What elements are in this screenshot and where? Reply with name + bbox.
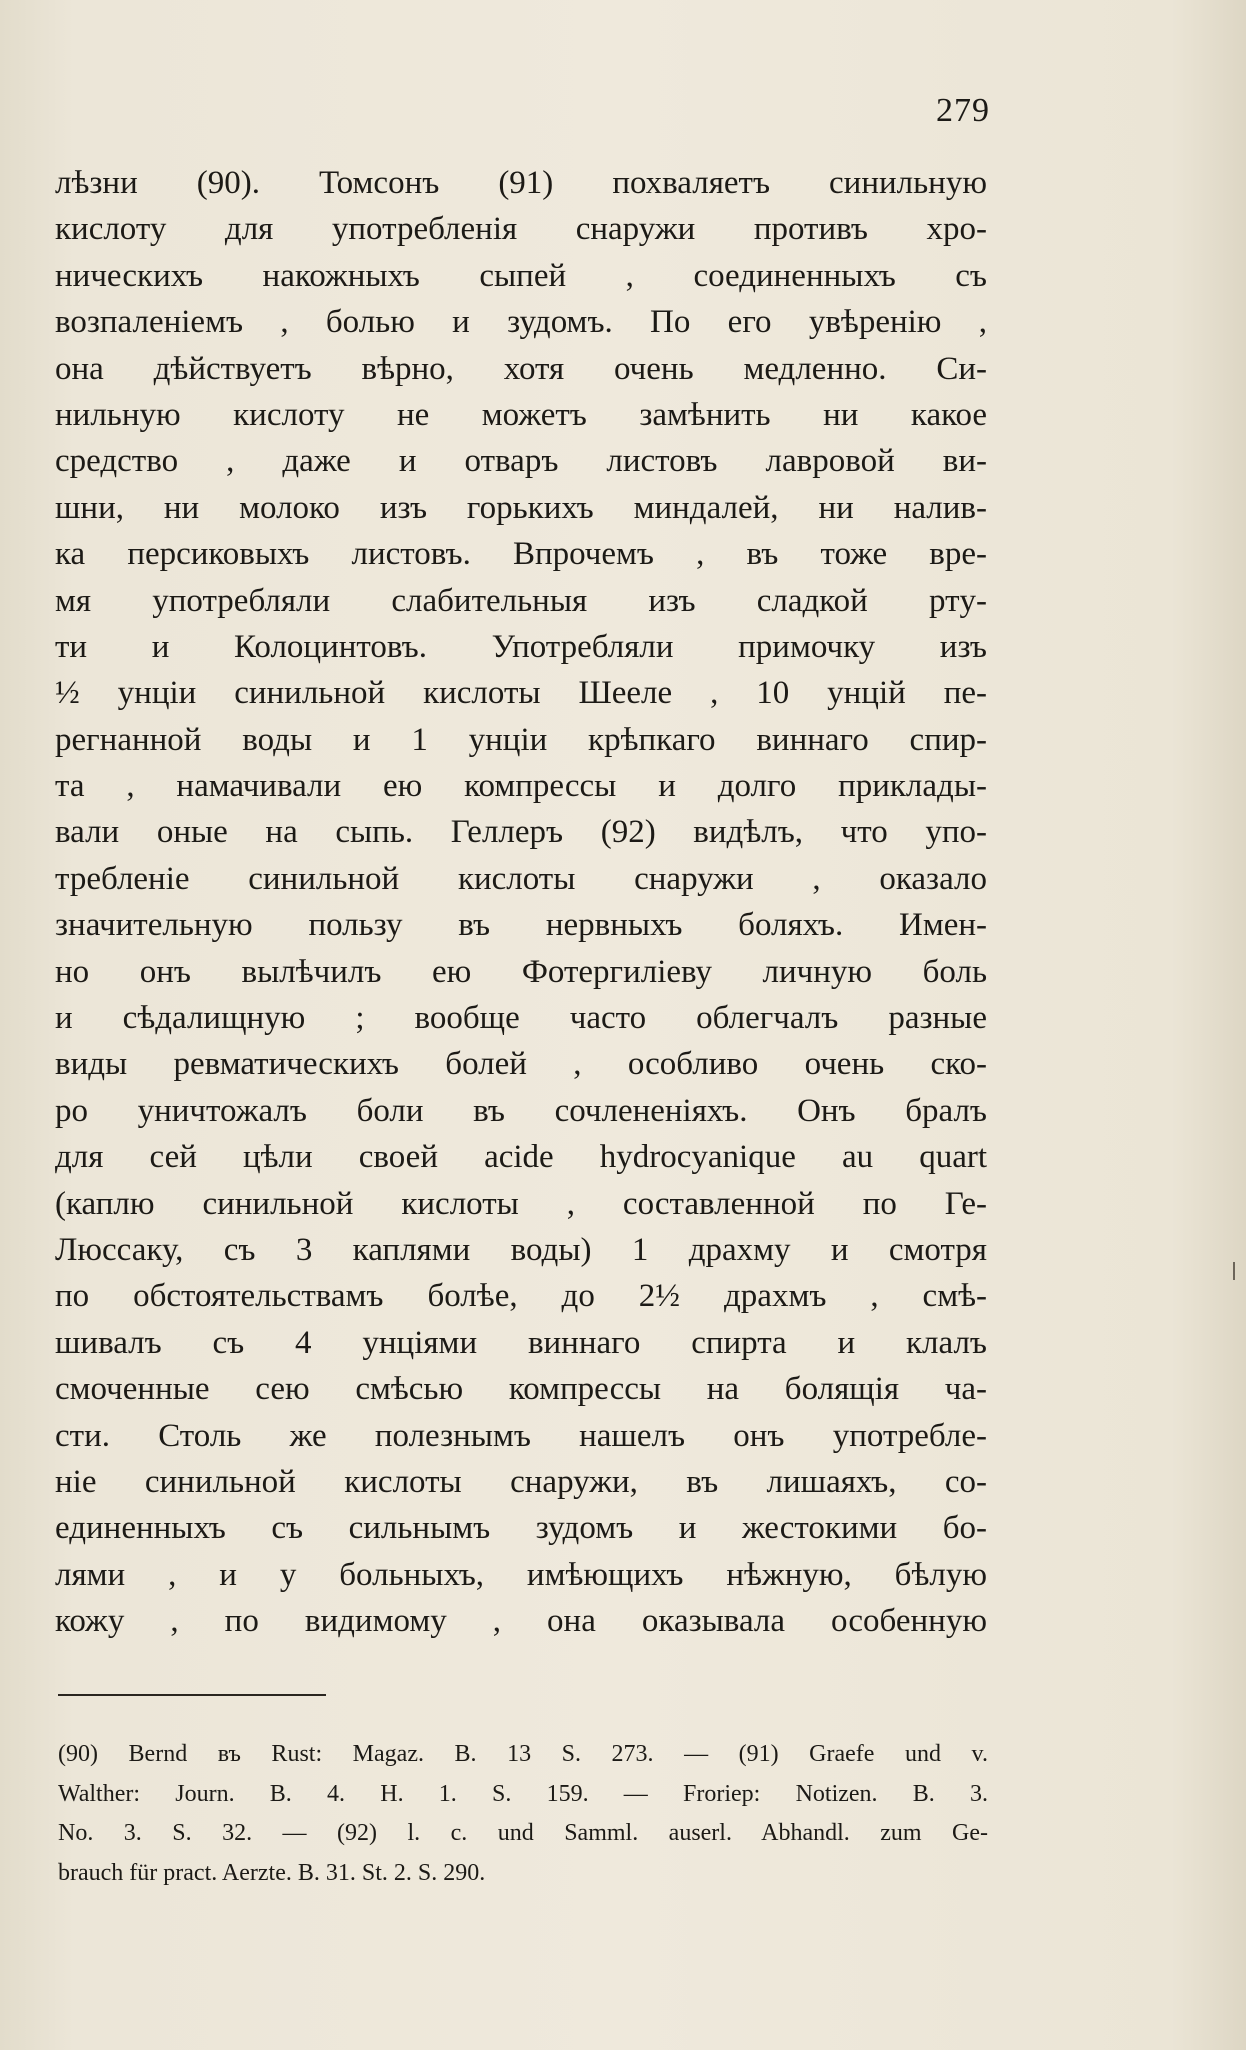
text-line: кислоту для употребленія снаружи противъ хро- <box>55 211 987 248</box>
text-line: виды ревматическихъ болей , особливо очень ско- <box>55 1046 987 1083</box>
text-line: но онъ вылѣчилъ ею Фотергиліеву личную боль <box>55 953 987 990</box>
text-line: вали оные на сыпь. Геллеръ (92) видѣлъ, что упо- <box>55 814 987 851</box>
footnote-separator <box>58 1694 326 1696</box>
text-line: значительную пользу въ нервныхъ боляхъ. Имен- <box>55 907 987 944</box>
text-line: ти и Колоцинтовъ. Употребляли примочку изъ <box>55 628 987 665</box>
text-line: лѣзни (90). Томсонъ (91) похваляетъ синильную <box>55 165 987 201</box>
text-line: для сей цѣли своей acide hydrocyanique au quart <box>55 1139 987 1176</box>
margin-mark <box>1233 1262 1235 1280</box>
text-line: и сѣдалищную ; вообще часто облегчалъ разные <box>55 1000 987 1037</box>
text-line: ка персиковыхъ листовъ. Впрочемъ , въ тоже вре- <box>55 536 987 573</box>
text-line: Люссаку, съ 3 каплями воды) 1 драхму и смотря <box>55 1231 987 1268</box>
text-line: шни, ни молоко изъ горькихъ миндалей, ни налив- <box>55 489 987 526</box>
text-line: она дѣйствуетъ вѣрно, хотя очень медленно. Си- <box>55 350 987 387</box>
text-line: требленіе синильной кислоты снаружи , оказало <box>55 860 987 897</box>
text-line: нильную кислоту не можетъ замѣнить ни какое <box>55 396 987 433</box>
text-line: ро уничтожалъ боли въ сочлененіяхъ. Онъ бралъ <box>55 1092 987 1129</box>
text-line: ½ унціи синильной кислоты Шееле , 10 унцій пе- <box>55 675 987 712</box>
footnote-line: (90) Bernd въ Rust: Magaz. B. 13 S. 273. — (91) Graefe und v. <box>58 1741 988 1767</box>
footnotes-block <box>58 1735 988 1893</box>
footnote-line: No. 3. S. 32. — (92) l. c. und Samml. auserl. Abhandl. zum Ge- <box>58 1820 988 1846</box>
text-line: ніе синильной кислоты снаружи, въ лишаяхъ, со- <box>55 1463 987 1500</box>
main-text-block <box>55 160 987 1645</box>
text-line: единенныхъ съ сильнымъ зудомъ и жестокими бо- <box>55 1510 987 1547</box>
footnote-line: brauch für pract. Aerzte. B. 31. St. 2. S. 290. <box>58 1859 486 1886</box>
text-line: лями , и у больныхъ, имѣющихъ нѣжную, бѣлую <box>55 1556 987 1593</box>
text-line: регнанной воды и 1 унціи крѣпкаго виннаго спир- <box>55 721 987 758</box>
text-line: ническихъ накожныхъ сыпей , соединенныхъ съ <box>55 257 987 294</box>
text-line: средство , даже и отваръ листовъ лавровой ви- <box>55 443 987 480</box>
text-line: смоченные сею смѣсью компрессы на болящія ча- <box>55 1371 987 1408</box>
text-line: по обстоятельствамъ болѣе, до 2½ драхмъ , смѣ- <box>55 1278 987 1315</box>
page-number: 279 <box>936 92 990 129</box>
text-line: сти. Столь же полезнымъ нашелъ онъ употребле- <box>55 1417 987 1454</box>
text-line: та , намачивали ею компрессы и долго приклады- <box>55 768 987 805</box>
text-line: (каплю синильной кислоты , составленной по Ге- <box>55 1185 987 1222</box>
text-line: кожу , по видимому , она оказывала особенную <box>55 1603 987 1640</box>
text-line: возпаленіемъ , болью и зудомъ. По его увѣренію , <box>55 304 987 341</box>
text-line: шивалъ съ 4 унціями виннаго спирта и клалъ <box>55 1324 987 1361</box>
footnote-line: Walther: Journ. B. 4. H. 1. S. 159. — Froriep: Notizen. B. 3. <box>58 1780 988 1807</box>
text-line: мя употребляли слабительныя изъ сладкой ртy- <box>55 582 987 619</box>
